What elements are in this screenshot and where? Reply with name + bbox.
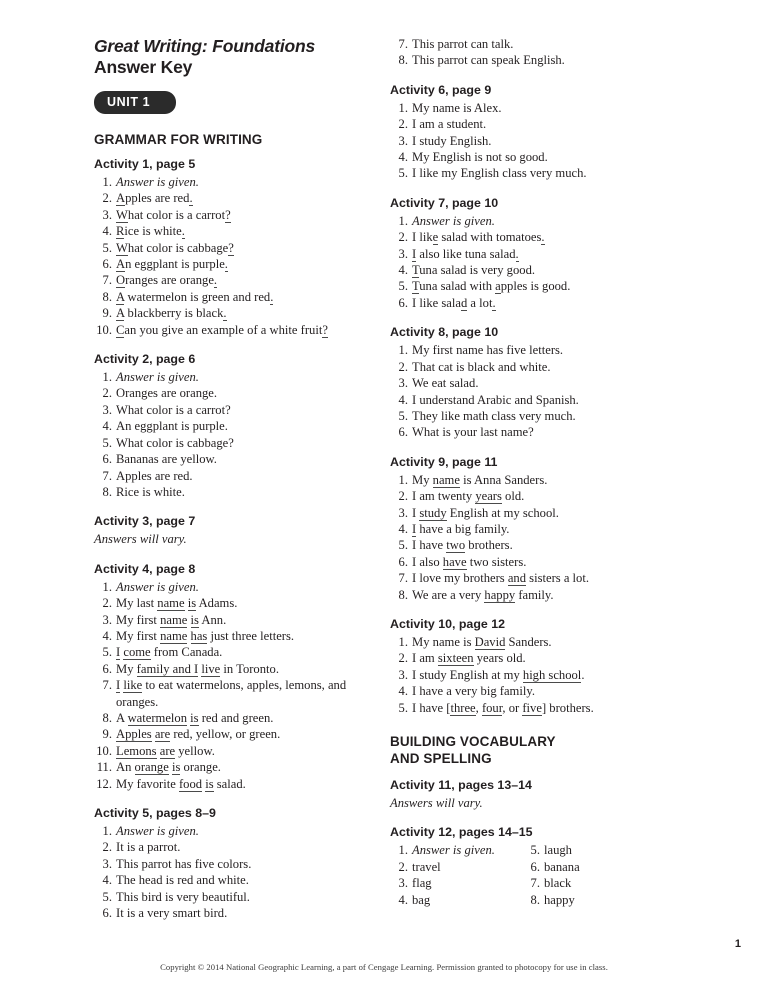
list-item-number: 5. [102, 240, 112, 255]
right-column [390, 36, 663, 908]
list-item [94, 385, 367, 401]
list-item-text: flag [412, 876, 432, 891]
list-item-number: 3. [398, 667, 408, 682]
list-item-text: I am twenty years old. [412, 489, 525, 504]
list-item [94, 889, 367, 905]
list-item-number: 3. [398, 505, 408, 520]
list-item-number: 6. [398, 554, 408, 569]
list-item-number: 3. [398, 876, 408, 891]
list-item-number: 2. [398, 859, 408, 874]
activity-5-list-continued [390, 36, 663, 69]
list-item [390, 133, 663, 149]
list-item-number: 6. [102, 257, 112, 272]
list-item-text: Answer is given. [116, 370, 199, 385]
list-item [94, 256, 367, 272]
list-item-text: What color is cabbage? [116, 240, 234, 255]
list-item-text: laugh [544, 843, 572, 858]
list-item-text: What is your last name? [412, 425, 534, 440]
list-item-text: My first name has five letters. [412, 343, 564, 358]
list-item [390, 424, 663, 440]
list-item-text: I love my brothers and sisters a lot. [412, 571, 589, 586]
list-item [522, 859, 654, 875]
list-item-text: My last name is Adams. [116, 596, 238, 611]
list-item-number: 3. [102, 207, 112, 222]
list-item-text: banana [544, 859, 580, 874]
list-item [94, 823, 367, 839]
list-item-number: 1. [102, 824, 112, 838]
list-item [94, 435, 367, 451]
list-item-number: 6. [102, 906, 112, 921]
activity-12-column-right [522, 842, 654, 908]
list-item-number: 4. [102, 224, 112, 239]
list-item [94, 661, 367, 677]
list-item-number: 8. [102, 484, 112, 499]
activity-10-list [390, 634, 663, 716]
list-item-text: Tuna salad with apples is good. [412, 279, 571, 294]
list-item-number: 5. [398, 408, 408, 423]
list-item [390, 295, 663, 311]
list-item-number: 1. [102, 175, 112, 189]
activity-12-list-left [390, 842, 522, 908]
list-item [390, 246, 663, 262]
list-item [94, 305, 367, 321]
list-item [390, 116, 663, 132]
list-item-number: 2. [398, 117, 408, 132]
list-item-text: Oranges are orange. [116, 273, 218, 288]
list-item-text: I understand Arabic and Spanish. [412, 392, 579, 407]
list-item-text: This parrot can speak English. [412, 53, 565, 68]
list-item [390, 537, 663, 553]
list-item-text: I am a student. [412, 117, 487, 132]
activity-11-note: Answers will vary. [390, 796, 483, 810]
list-item [390, 488, 663, 504]
list-item [390, 149, 663, 165]
list-item-text: travel [412, 859, 441, 874]
list-item-text: They like math class very much. [412, 408, 576, 423]
list-item-text: Bananas are yellow. [116, 452, 217, 467]
activity-heading-9: Activity 9, page 11 [390, 454, 498, 469]
list-item-number: 1. [102, 370, 112, 385]
list-item-number: 1. [398, 100, 408, 115]
list-item [390, 700, 663, 716]
page-subtitle: Answer Key [94, 57, 193, 77]
list-item-number: 10. [96, 743, 112, 758]
list-item-text: I like my English class very much. [412, 166, 587, 181]
list-item-number: 3. [398, 376, 408, 391]
list-item [94, 190, 367, 206]
list-item-number: 5. [398, 700, 408, 715]
activity-heading-3: Activity 3, page 7 [94, 514, 196, 529]
activity-12-list-right [522, 842, 654, 908]
list-item-number: 1. [102, 579, 112, 594]
list-item-text: An eggplant is purple. [116, 257, 228, 272]
section-heading-vocabulary-line2: AND SPELLING [390, 751, 492, 766]
list-item-text: My English is not so good. [412, 150, 548, 165]
list-item [390, 667, 663, 683]
list-item [94, 856, 367, 872]
unit-badge: UNIT 1 [94, 91, 176, 114]
list-item-number: 3. [102, 612, 112, 627]
list-item-number: 4. [398, 392, 408, 407]
section-heading-grammar: GRAMMAR FOR WRITING [94, 132, 263, 147]
activity-heading-10: Activity 10, page 12 [390, 616, 506, 631]
list-item [390, 36, 663, 52]
list-item-number: 8. [102, 710, 112, 725]
list-item [390, 359, 663, 375]
list-item-text: It is a very smart bird. [116, 906, 228, 921]
activity-12-word-grid [390, 842, 663, 908]
list-item-number: 5. [102, 889, 112, 904]
activity-heading-6: Activity 6, page 9 [390, 82, 492, 97]
list-item-text: Apples are red. [116, 191, 193, 206]
list-item [390, 100, 663, 116]
list-item-number: 6. [530, 859, 540, 874]
list-item-text: I like to eat watermelons, apples, lemons, and oranges. [116, 678, 347, 709]
list-item-number: 6. [398, 425, 408, 440]
list-item-text: We eat salad. [412, 376, 479, 391]
list-item-number: 6. [102, 661, 112, 676]
list-item-text: Answer is given. [412, 213, 495, 228]
list-item [94, 677, 367, 710]
list-item-text: What color is a carrot? [116, 402, 231, 417]
list-item [522, 842, 654, 858]
list-item-number: 4. [398, 892, 408, 907]
list-item-number: 7. [398, 571, 408, 586]
list-item-number: 7. [102, 468, 112, 483]
list-item-text: This parrot has five colors. [116, 856, 252, 871]
list-item [390, 570, 663, 586]
list-item-number: 2. [398, 489, 408, 504]
list-item [390, 52, 663, 68]
activity-2-list [94, 369, 367, 500]
list-item-text: I am sixteen years old. [412, 651, 526, 666]
list-item-text: I have a very big family. [412, 684, 535, 699]
list-item-number: 2. [398, 651, 408, 666]
list-item [522, 892, 654, 908]
list-item-number: 4. [398, 263, 408, 278]
list-item-number: 4. [398, 684, 408, 699]
list-item [94, 451, 367, 467]
activity-heading-1: Activity 1, page 5 [94, 157, 196, 171]
activity-heading-12: Activity 12, pages 14–15 [390, 825, 533, 840]
list-item-text: My first name has just three letters. [116, 628, 295, 643]
activity-5-list [94, 823, 367, 921]
list-item-number: 5. [398, 279, 408, 294]
list-item [390, 521, 663, 537]
list-item [94, 839, 367, 855]
list-item-number: 4. [102, 628, 112, 643]
list-item-number: 9. [102, 306, 112, 321]
list-item-text: I like salad a lot. [412, 295, 496, 310]
list-item-text: Answer is given. [116, 175, 199, 189]
list-item [390, 213, 663, 229]
list-item [522, 875, 654, 891]
list-item-number: 5. [102, 435, 112, 450]
list-item-number: 6. [398, 295, 408, 310]
list-item-number: 2. [102, 386, 112, 401]
list-item [94, 579, 367, 595]
list-item-number: 2. [102, 191, 112, 206]
list-item-text: Apples are red. [116, 468, 193, 483]
list-item [94, 272, 367, 288]
list-item-number: 2. [398, 359, 408, 374]
list-item-text: Answer is given. [412, 843, 495, 858]
list-item [390, 683, 663, 699]
list-item [94, 289, 367, 305]
list-item [390, 505, 663, 521]
list-item [94, 710, 367, 726]
list-item [94, 240, 367, 256]
list-item-number: 4. [398, 150, 408, 165]
list-item-text: Oranges are orange. [116, 386, 218, 401]
list-item-text: I like salad with tomatoes. [412, 230, 545, 245]
list-item-number: 1. [398, 843, 408, 858]
list-item [390, 278, 663, 294]
list-item-text: I study English at my high school. [412, 667, 585, 682]
list-item [94, 174, 367, 190]
list-item-text: Rice is white. [116, 224, 185, 239]
activity-heading-4: Activity 4, page 8 [94, 561, 196, 576]
list-item-number: 8. [530, 892, 540, 907]
list-item [94, 468, 367, 484]
list-item-number: 8. [398, 53, 408, 68]
activity-4-list [94, 579, 367, 792]
list-item [390, 859, 522, 875]
list-item-number: 9. [102, 727, 112, 742]
list-item-number: 5. [102, 645, 112, 660]
list-item-number: 11. [96, 760, 112, 775]
two-column-body [94, 36, 674, 921]
list-item-number: 6. [102, 452, 112, 467]
list-item-number: 8. [102, 289, 112, 304]
list-item-number: 4. [102, 419, 112, 434]
list-item [94, 628, 367, 644]
list-item [390, 408, 663, 424]
list-item-number: 7. [102, 273, 112, 288]
list-item [94, 402, 367, 418]
list-item [94, 484, 367, 500]
list-item-number: 4. [102, 873, 112, 888]
list-item-text: I have two brothers. [412, 538, 513, 553]
list-item-number: 1. [398, 213, 408, 228]
list-item-text: Apples are red, yellow, or green. [116, 727, 281, 742]
list-item [390, 342, 663, 358]
list-item-number: 12. [96, 776, 112, 791]
list-item-text: This parrot can talk. [412, 37, 514, 51]
list-item-text: Can you give an example of a white fruit? [116, 322, 328, 337]
page-title: Great Writing: Foundations [94, 36, 315, 56]
list-item [390, 587, 663, 603]
list-item-text: That cat is black and white. [412, 359, 551, 374]
list-item-text: I also like tuna salad. [412, 246, 519, 261]
activity-heading-7: Activity 7, page 10 [390, 195, 499, 210]
list-item [94, 776, 367, 792]
activity-3-note: Answers will vary. [94, 532, 187, 547]
list-item-text: My name is Anna Sanders. [412, 472, 548, 487]
list-item-text: I come from Canada. [116, 645, 223, 660]
list-item-number: 10. [96, 322, 112, 337]
list-item [390, 892, 522, 908]
list-item [94, 759, 367, 775]
list-item-text: bag [412, 892, 431, 907]
list-item [94, 905, 367, 921]
list-item-number: 5. [398, 166, 408, 181]
list-item-text: My family and I live in Toronto. [116, 661, 279, 676]
list-item [390, 262, 663, 278]
list-item-number: 4. [398, 521, 408, 536]
list-item-number: 8. [398, 587, 408, 602]
list-item-text: I study English. [412, 133, 492, 148]
list-item-text: Answer is given. [116, 579, 199, 594]
list-item [390, 842, 522, 858]
list-item [94, 644, 367, 660]
copyright-notice: Copyright © 2014 National Geographic Learning, a part of Cengage Learning. Permission granted to photocopy for use in class. [160, 962, 608, 972]
list-item-text: We are a very happy family. [412, 587, 554, 602]
list-item-number: 7. [530, 876, 540, 891]
list-item [390, 229, 663, 245]
list-item-number: 7. [102, 678, 112, 693]
list-item [390, 165, 663, 181]
activity-8-list [390, 342, 663, 440]
list-item [94, 207, 367, 223]
list-item-number: 2. [102, 596, 112, 611]
list-item [94, 872, 367, 888]
list-item-text: I have a big family. [412, 521, 510, 536]
list-item [94, 223, 367, 239]
activity-heading-11: Activity 11, pages 13–14 [390, 778, 532, 792]
list-item-text: happy [544, 892, 575, 907]
list-item [390, 472, 663, 488]
list-item-number: 1. [398, 343, 408, 358]
list-item-text: Lemons are yellow. [116, 743, 215, 758]
list-item-text: My first name is Ann. [116, 612, 227, 627]
activity-7-list [390, 213, 663, 311]
activity-6-list [390, 100, 663, 182]
list-item-number: 2. [102, 840, 112, 855]
list-item-text: I also have two sisters. [412, 554, 527, 569]
list-item-text: A watermelon is red and green. [116, 710, 274, 725]
list-item-text: I have [three, four, or five] brothers. [412, 700, 594, 715]
activity-heading-5: Activity 5, pages 8–9 [94, 806, 216, 820]
activity-heading-8: Activity 8, page 10 [390, 325, 499, 340]
list-item [390, 375, 663, 391]
list-item-number: 1. [398, 634, 408, 649]
list-item-text: An orange is orange. [116, 760, 221, 775]
list-item-number: 5. [398, 538, 408, 553]
list-item-number: 3. [398, 246, 408, 261]
activity-9-list [390, 472, 663, 603]
list-item-number: 5. [530, 843, 540, 858]
list-item [390, 875, 522, 891]
list-item [94, 743, 367, 759]
list-item-text: My name is Alex. [412, 100, 502, 115]
left-column [94, 36, 367, 921]
section-heading-vocabulary-line1: BUILDING VOCABULARY [390, 734, 556, 749]
list-item-text: What color is cabbage? [116, 435, 234, 450]
list-item [390, 650, 663, 666]
list-item-text: What color is a carrot? [116, 207, 231, 222]
list-item [94, 369, 367, 385]
activity-heading-2: Activity 2, page 6 [94, 352, 196, 367]
list-item-text: Rice is white. [116, 484, 185, 499]
list-item-text: Tuna salad is very good. [412, 263, 536, 278]
list-item-text: I study English at my school. [412, 505, 559, 520]
list-item [94, 418, 367, 434]
activity-1-list [94, 174, 367, 338]
list-item [390, 634, 663, 650]
list-item-number: 1. [398, 472, 408, 487]
list-item-text: A blackberry is black. [116, 306, 227, 321]
list-item-text: This bird is very beautiful. [116, 889, 250, 904]
list-item [94, 726, 367, 742]
list-item-text: A watermelon is green and red. [116, 289, 274, 304]
list-item-number: 7. [398, 37, 408, 51]
list-item-number: 3. [102, 856, 112, 871]
list-item [94, 595, 367, 611]
list-item-text: It is a parrot. [116, 840, 181, 855]
list-item-text: My name is David Sanders. [412, 634, 552, 649]
list-item [390, 392, 663, 408]
list-item-text: My favorite food is salad. [116, 776, 246, 791]
list-item-number: 3. [102, 402, 112, 417]
page-number: 1 [734, 938, 741, 950]
activity-12-column-left [390, 842, 522, 908]
list-item-number: 2. [398, 230, 408, 245]
list-item-text: black [544, 876, 572, 891]
list-item [94, 322, 367, 338]
list-item-text: The head is red and white. [116, 873, 249, 888]
list-item-text: An eggplant is purple. [116, 419, 228, 434]
section-heading-vocabulary [390, 733, 663, 767]
list-item [94, 612, 367, 628]
list-item-number: 3. [398, 133, 408, 148]
list-item [390, 554, 663, 570]
list-item-text: Answer is given. [116, 824, 199, 838]
